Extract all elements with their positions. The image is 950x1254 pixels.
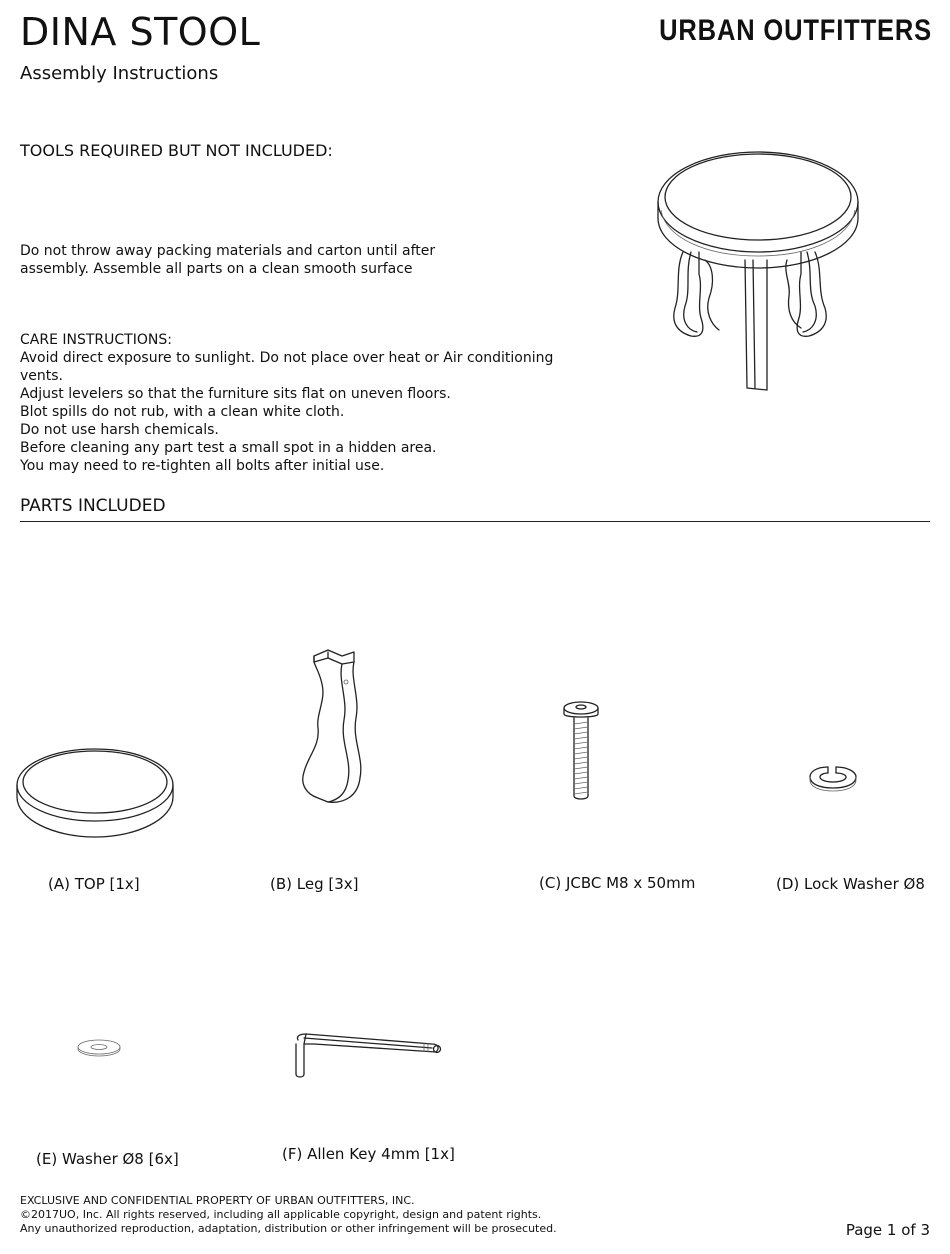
part-a-top-illustration — [15, 745, 175, 845]
document-subtitle: Assembly Instructions — [20, 63, 219, 84]
part-d-lock-washer-illustration — [808, 764, 858, 794]
part-a-label: (A) TOP [1x] — [48, 875, 140, 893]
part-f-label: (F) Allen Key 4mm [1x] — [282, 1145, 455, 1163]
footer-line: EXCLUSIVE AND CONFIDENTIAL PROPERTY OF URBAN OUTFITTERS, INC. — [20, 1194, 415, 1207]
page-number: Page 1 of 3 — [845, 1221, 930, 1239]
stool-assembled-illustration — [655, 140, 865, 400]
part-c-label: (C) JCBC M8 x 50mm — [539, 874, 696, 892]
part-c-bolt-illustration — [560, 698, 610, 802]
brand-logo-text: URBAN OUTFITTERS — [659, 14, 932, 47]
footer-line: Any unauthorized reproduction, adaptation, distribution or other infringement will be prosecuted. — [20, 1222, 557, 1235]
legal-footer — [20, 1194, 557, 1236]
care-line: Avoid direct exposure to sunlight. Do not place over heat or Air conditioning vents. — [20, 350, 554, 384]
document-title: DINA STOOL — [20, 10, 261, 54]
care-line: Adjust levelers so that the furniture sits flat on uneven floors. — [20, 386, 451, 402]
footer-line: ©2017UO, Inc. All rights reserved, including all applicable copyright, design and patent rights. — [20, 1208, 542, 1221]
care-line: Blot spills do not rub, with a clean white cloth. — [20, 404, 345, 420]
tools-heading: TOOLS REQUIRED BUT NOT INCLUDED: — [20, 141, 333, 160]
section-divider — [20, 521, 930, 522]
part-f-allen-key-illustration — [292, 1030, 444, 1080]
part-e-label: (E) Washer Ø8 [6x] — [36, 1150, 179, 1168]
part-b-leg-illustration — [298, 648, 368, 808]
parts-heading: PARTS INCLUDED — [20, 496, 166, 516]
packing-note: Do not throw away packing materials and carton until after assembly. Assemble all parts on a clean smooth surface — [20, 243, 436, 277]
part-b-label: (B) Leg [3x] — [270, 875, 359, 893]
care-line: Do not use harsh chemicals. — [20, 422, 219, 438]
care-line: Before cleaning any part test a small spot in a hidden area. — [20, 440, 437, 456]
care-heading: CARE INSTRUCTIONS: — [20, 332, 172, 348]
part-e-washer-illustration — [76, 1037, 122, 1059]
part-d-label: (D) Lock Washer Ø8 — [776, 875, 925, 893]
care-line: You may need to re-tighten all bolts after initial use. — [20, 458, 385, 474]
care-instructions — [20, 331, 580, 475]
